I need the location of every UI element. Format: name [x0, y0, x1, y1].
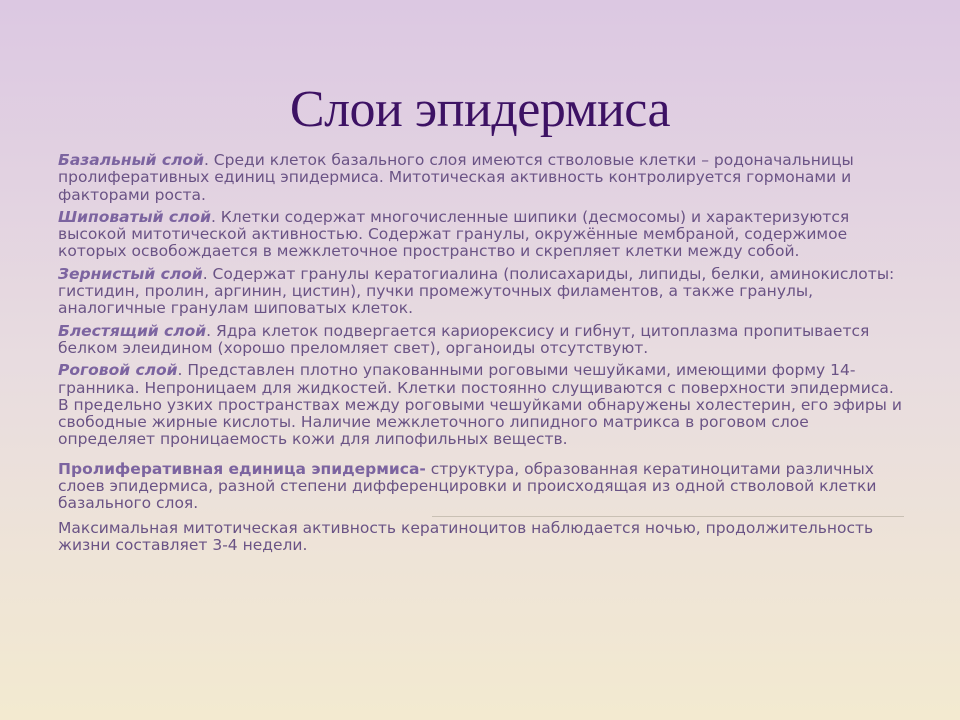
term-granular-layer: Зернистый слой: [58, 264, 203, 283]
divider-line: [432, 516, 904, 517]
term-basal-layer: Базальный слой: [58, 151, 204, 169]
paragraph-horny-layer: [58, 362, 908, 448]
text-granular-layer: . Содержат гранулы кератогиалина (полисахариды, липиды, белки, аминокислоты: гистидин, пролин, аргинин, цистин), пучки промежуточных филаментов, а также гранулы, аналогичные гранулам шиповатых клеток.: [58, 264, 895, 318]
text-lucid-layer: . Ядра клеток подвергается кариорексису и гибнут, цитоплазма пропитывается белком элеидином (хорошо преломляет свет), органоиды отсутствуют.: [58, 321, 870, 357]
term-horny-layer: Роговой слой: [58, 361, 178, 380]
paragraph-spinous-layer: [58, 209, 908, 261]
slide-title: Слои эпидермиса: [289, 81, 671, 138]
text-proliferative-unit: структура, образованная кератиноцитами различных слоев эпидермиса, разной степени дифференцировки и происходящая из одной стволовой клетки базального слоя.: [58, 459, 877, 513]
slide-body: [58, 152, 908, 559]
paragraph-lucid-layer: [58, 323, 908, 358]
paragraph-basal-layer: [58, 152, 908, 204]
text-horny-layer: . Представлен плотно упакованными роговыми чешуйками, имеющими форму 14-гранника. Непроницаем для жидкостей. Клетки постоянно слущиваются с поверхности эпидермиса. В предельно узких пространствах между роговыми чешуйками обнаружены холестерин, его эфиры и свободные жирные кислоты. Наличие межклеточного липидного матрикса в роговом слое определяет проницаемость кожи для липофильных веществ.: [58, 361, 902, 449]
paragraph-mitotic-note: Максимальная митотическая активность кератиноцитов наблюдается ночью, продолжительность жизни составляет 3-4 недели.: [58, 518, 874, 554]
term-spinous-layer: Шиповатый слой: [58, 207, 211, 226]
text-spinous-layer: . Клетки содержат многочисленные шипики (десмосомы) и характеризуются высокой митотической активностью. Содержат гранулы, окружённые мембраной, содержимое которых освобождается в межклеточное пространство и скрепляет клетки между собой.: [58, 207, 850, 261]
paragraph-proliferative-unit: [58, 461, 908, 513]
paragraph-granular-layer: [58, 266, 908, 318]
term-proliferative-unit: Пролиферативная единица эпидермиса-: [58, 459, 426, 478]
term-lucid-layer: Блестящий слой: [58, 321, 207, 340]
text-basal-layer: . Среди клеток базального слоя имеются стволовые клетки – родоначальницы пролиферативных единиц эпидермиса. Митотическая активность контролируется гормонами и факторами роста.: [58, 151, 854, 204]
